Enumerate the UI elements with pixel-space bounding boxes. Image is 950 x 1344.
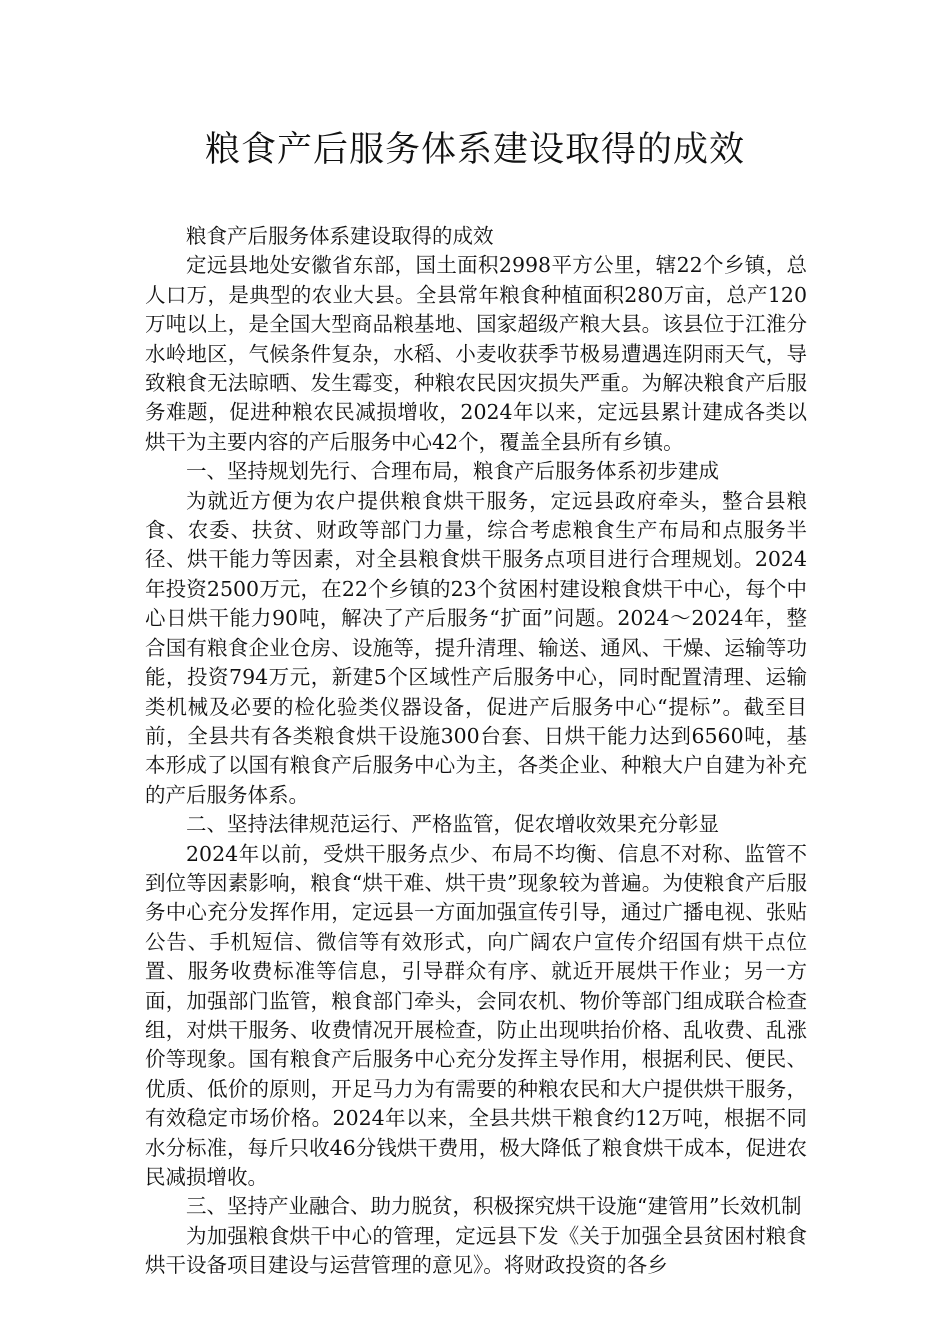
body-paragraph-section-1: 为就近方便为农户提供粮食烘干服务，定远县政府牵头，整合县粮食、农委、扶贫、财政等部门力量，综合考虑粮食生产布局和点服务半径、烘干能力等因素，对全县粮食烘干服务点项目进行合理规划。2024年投资2500万元，在22个乡镇的23个贫困村建设粮食烘干中心，每个中心日烘干能力90吨，解决了产后服务“扩面”问题。2024～2024年，整合国有粮食企业仓房、设施等，提升清理、输送、通风、干燥、运输等功能，投资794万元，新建5个区域性产后服务中心，同时配置清理、运输类机械及必要的检化验类仪器设备，促进产后服务中心“提标”。截至目前，全县共有各类粮食烘干设施300台套、日烘干能力达到6560吨，基本形成了以国有粮食产后服务中心为主，各类企业、种粮大户自建为补充的产后服务体系。	[145, 488, 807, 807]
body-paragraph-heading: 粮食产后服务体系建设取得的成效	[186, 224, 494, 248]
document-body	[145, 222, 807, 1281]
body-paragraph-section-2: 2024年以前，受烘干服务点少、布局不均衡、信息不对称、监管不到位等因素影响，粮食“烘干难、烘干贵”现象较为普遍。为使粮食产后服务中心充分发挥作用，定远县一方面加强宣传引导，通过广播电视、张贴公告、手机短信、微信等有效形式，向广阔农户宣传介绍国有烘干点位置、服务收费标准等信息，引导群众有序、就近开展烘干作业；另一方面，加强部门监管，粮食部门牵头，会同农机、物价等部门组成联合检查组，对烘干服务、收费情况开展检查，防止出现哄抬价格、乱收费、乱涨价等现象。国有粮食产后服务中心充分发挥主导作用，根据利民、便民、优质、低价的原则，开足马力为有需要的种粮农民和大户提供烘干服务，有效稳定市场价格。2024年以来，全县共烘干粮食约12万吨，根据不同水分标准，每斤只收46分钱烘干费用，极大降低了粮食烘干成本，促进农民减损增收。	[145, 841, 807, 1189]
section-heading-2: 二、坚持法律规范运行、严格监管，促农增收效果充分彰显	[186, 812, 719, 837]
body-paragraph-section-3: 为加强粮食烘干中心的管理，定远县下发《关于加强全县贫困村粮食烘干设备项目建设与运营管理的意见》。将财政投资的各乡	[145, 1223, 807, 1278]
body-paragraph-intro: 定远县地处安徽省东部，国土面积2998平方公里，辖22个乡镇，总人口万，是典型的农业大县。全县常年粮食种植面积280万亩，总产120万吨以上，是全国大型商品粮基地、国家超级产粮大县。该县位于江淮分水岭地区，气候条件复杂，水稻、小麦收获季节极易遭遇连阴雨天气，导致粮食无法晾晒、发生霉变，种粮农民因灾损失严重。为解决粮食产后服务难题，促进种粮农民减损增收，2024年以来，定远县累计建成各类以烘干为主要内容的产后服务中心42个，覆盖全县所有乡镇。	[145, 253, 807, 454]
section-heading-3: 三、坚持产业融合、助力脱贫，积极探究烘干设施“建管用”长效机制	[186, 1194, 802, 1219]
document-title: 粮食产后服务体系建设取得的成效	[204, 130, 745, 170]
section-heading-1: 一、坚持规划先行、合理布局，粮食产后服务体系初步建成	[186, 459, 719, 484]
